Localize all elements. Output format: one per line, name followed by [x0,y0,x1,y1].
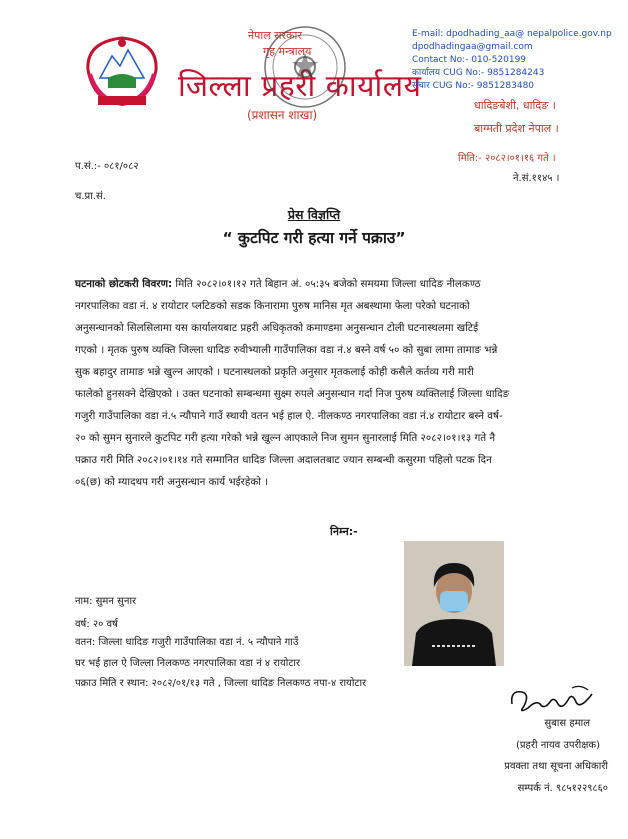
contact-email-alt[interactable]: dpodhadingaa@gmail.com [412,42,533,52]
letter-date: मिति:- २०८२।०१।१६ गते । [458,153,556,164]
dispatch-number: च.प्रा.सं. [75,191,106,202]
comm-cug: संचार CUG No:- 9851283480 [412,81,535,91]
body-line: नगरपालिका वडा नं. ४ रायोटार प्लटिङको सडक किनारामा पुरुष मानिस मृत अबस्थामा फेला परेको घटनाको [75,300,470,312]
office-cug: कार्यालय CUG No:- 9851284243 [412,68,545,78]
contact-email[interactable]: E-mail: dpodhading_aa@ nepalpolice.gov.np [412,29,612,39]
office-stamp-icon [260,22,350,112]
arrest-details: पक्राउ मिति र स्थान: २०८२/०१/१३ गते , जिल्ला धादिङ निलकण्ठ नपा-४ रायोटार [75,678,367,689]
signatory-rank: (प्रहरी नायव उपरीक्षक) [515,740,600,751]
contact-phone: Contact No:- 010-520199 [412,55,527,65]
branch-label: (प्रशासन शाखा) [247,108,318,122]
accused-heading: निम्न:- [330,525,358,538]
address-line-1: धादिङबेशी, धादिङ । [474,99,556,112]
nepal-emblem-icon [78,30,166,112]
contact-block [412,28,612,93]
body-line: २० को सुमन सुनारले कुटपिट गरी हत्या गरेको भन्ने खुल्न आएकाले निज सुमन सुनारलाई मिति २०८२।०१।१३ गते नै [75,432,496,444]
press-release-title: “ कुटपिट गरी हत्या गर्ने पक्राउ” [222,229,406,247]
accused-address-1: वतन: जिल्ला धादिङ गजुरी गाउँपालिका वडा नं. ५ न्यौपाने गाउँ [75,637,299,648]
accused-photo [404,541,504,666]
body-line: सुक बहादुर तामाङ भन्ने खुल्न आएको । घटनास्थलको प्रकृति अनुसार मृतकलाई कोही कसैले कर्तव्य गरी मारी [75,366,474,378]
signatory-role: प्रवक्ता तथा सूचना अधिकारी [504,761,608,772]
body-line: अनुसन्धानको सिलसिलामा यस कार्यालयबाट प्रहरी अधिकृतको कमाण्डमा अनुसन्धान टोली घटनास्थलमा खटिई [75,322,479,334]
office-title: जिल्ला प्रहरी कार्यालय [178,69,422,104]
accused-address-2: घर भई हाल ऐ जिल्ला निलकण्ठ नगरपालिका वडा नं ४ रायोटार [75,658,301,669]
body-line: मिति २०८२।०१।१२ गते बिहान अं. ०५:३५ बजेको समयमा जिल्ला धादिङ नीलकण्ठ [172,278,481,290]
body-line: गएको । मृतक पुरुष व्यक्ति जिल्ला धादिङ रुवीभ्याली गाउँपालिका वडा नं.४ बस्ने वर्ष ५० को सुबा लामा तामाङ भन्ने [75,344,498,356]
signatory-name: सुबास हमाल [544,718,590,729]
body-line: ०६(छ) को म्यादथप गरी अनुसन्धान कार्य भईरहेको । [75,476,269,488]
body-line: गजुरी गाउँपालिका वडा नं.५ न्यौपाने गाउँ स्थायी वतन भई हाल ऐ. नीलकण्ठ नगरपालिका वडा नं.४ रायोटार बस्ने वर्ष- [75,410,503,422]
accused-name: नाम: सुमन सुनार [75,596,137,607]
incident-lead: घटनाको छोटकरी विवरण: [75,278,173,290]
letter-number: प.सं.:- ०८१/०८२ [75,161,139,172]
incident-description [75,273,565,493]
body-line: फालेको हुनसक्ने देखिएको । उक्त घटनाको सम्बन्धमा सुक्ष्म रुपले अनुसन्धान गर्दा निज पुरुष व्यक्तिलाई जिल्ला धादिङ [75,388,510,400]
signatory-phone: सम्पर्क नं. ९८५१२२९८६० [517,783,608,794]
body-line: पक्राउ गरी मिति २०८२।०१।१४ गते सम्मानित धादिङ जिल्ला अदालतबाट ज्यान सम्बन्धी कसुरमा पहिलो पटक दिन [75,454,492,466]
accused-age: वर्ष: २० वर्ष [75,619,118,630]
address-line-2: बाग्मती प्रदेश नेपाल । [474,122,559,135]
government-label: नेपाल सरकार [248,29,302,42]
ministry-label: गृह मन्त्रालय [263,45,312,58]
press-release-heading: प्रेस विज्ञप्ति [287,207,341,222]
signature-icon [506,680,598,720]
nepal-sambat-number: ने.सं.११४५ । [513,173,560,184]
